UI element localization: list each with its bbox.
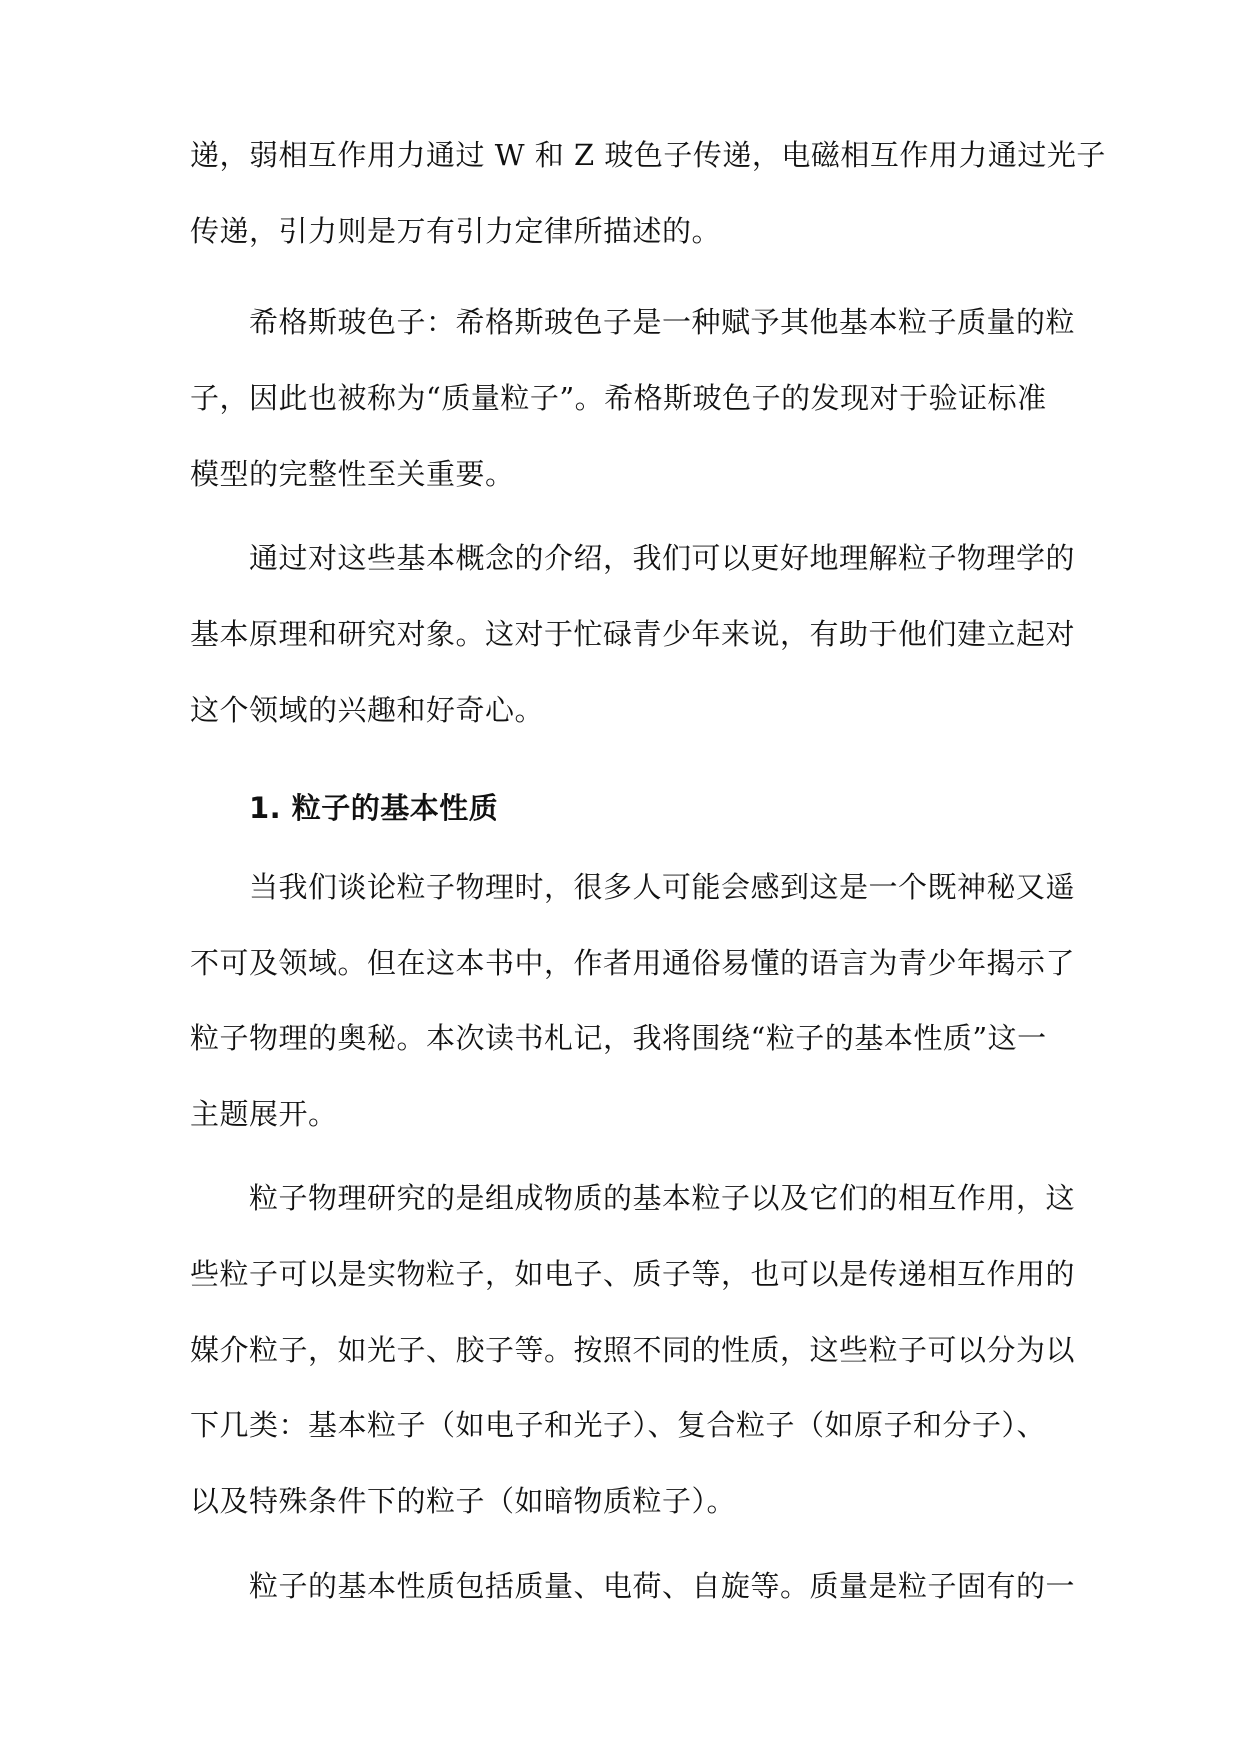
text-line: 子，因此也被称为“质量粒子”。希格斯玻色子的发现对于验证标准 xyxy=(190,381,1047,415)
text-line: 以及特殊条件下的粒子（如暗物质粒子）。 xyxy=(190,1484,737,1518)
text-line: 这个领域的兴趣和好奇心。 xyxy=(190,693,545,727)
text-line: 粒子物理研究的是组成物质的基本粒子以及它们的相互作用，这 xyxy=(190,1181,1076,1215)
text-line: 通过对这些基本概念的介绍，我们可以更好地理解粒子物理学的 xyxy=(190,541,1076,575)
text-line: 不可及领域。但在这本书中，作者用通俗易懂的语言为青少年揭示了 xyxy=(190,946,1076,980)
text-line: 粒子的基本性质包括质量、电荷、自旋等。质量是粒子固有的一 xyxy=(190,1569,1076,1603)
text-line: 模型的完整性至关重要。 xyxy=(190,457,515,491)
section-heading: 1. 粒子的基本性质 xyxy=(190,791,499,825)
text-line: 主题展开。 xyxy=(190,1097,338,1131)
text-line: 下几类：基本粒子（如电子和光子）、复合粒子（如原子和分子）、 xyxy=(190,1408,1047,1442)
text-line: 粒子物理的奥秘。本次读书札记，我将围绕“粒子的基本性质”这一 xyxy=(190,1021,1047,1055)
text-line: 递，弱相互作用力通过 W 和 Z 玻色子传递，电磁相互作用力通过光子 xyxy=(190,138,1106,172)
text-line: 传递，引力则是万有引力定律所描述的。 xyxy=(190,214,722,248)
text-line: 些粒子可以是实物粒子，如电子、质子等，也可以是传递相互作用的 xyxy=(190,1257,1076,1291)
text-line: 基本原理和研究对象。这对于忙碌青少年来说，有助于他们建立起对 xyxy=(190,617,1076,651)
text-line: 媒介粒子，如光子、胶子等。按照不同的性质，这些粒子可以分为以 xyxy=(190,1333,1076,1367)
text-line: 当我们谈论粒子物理时，很多人可能会感到这是一个既神秘又遥 xyxy=(190,870,1076,904)
text-line: 希格斯玻色子：希格斯玻色子是一种赋予其他基本粒子质量的粒 xyxy=(190,305,1076,339)
